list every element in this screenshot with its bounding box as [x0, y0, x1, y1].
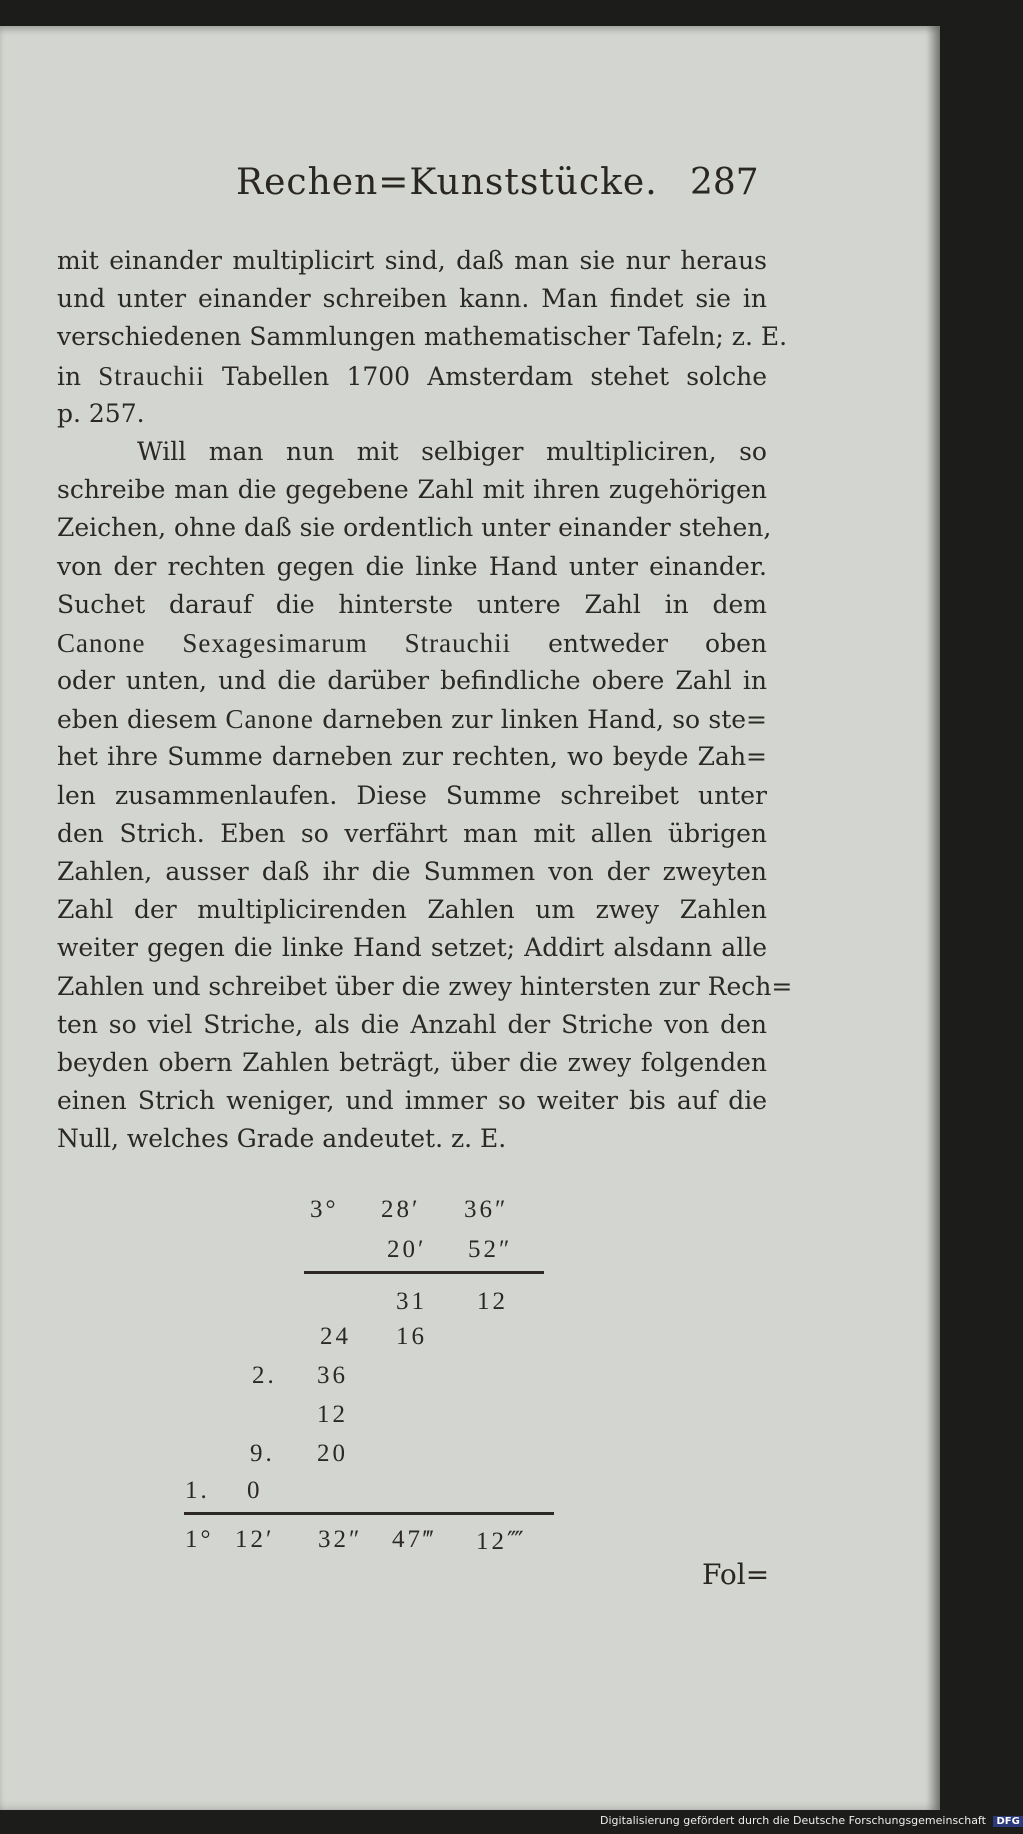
- multiplier-seconds: 52″: [468, 1236, 513, 1263]
- text-line: [57, 700, 767, 738]
- text-line: [57, 1082, 767, 1120]
- partial-row-5-a: 9.: [250, 1440, 275, 1467]
- text-line: [57, 471, 767, 509]
- text-line: [57, 968, 793, 1006]
- line-text: Tabellen 1700 Amsterdam stehet solche: [204, 361, 767, 391]
- result-seconds: 32″: [318, 1526, 363, 1553]
- multiplicand-degrees: 3°: [310, 1196, 339, 1223]
- multiplicand-minutes: 28′: [381, 1196, 421, 1223]
- digitization-credit: [600, 1814, 1023, 1832]
- text-line: [57, 433, 767, 471]
- text-line: [57, 318, 788, 356]
- text-line: [57, 1006, 767, 1044]
- result-degrees: 1°: [185, 1526, 214, 1553]
- partial-row-6-b: 0: [247, 1477, 263, 1504]
- text-line: [57, 777, 767, 815]
- text-line: [57, 891, 767, 929]
- text-line: [57, 586, 767, 624]
- partial-row-1-b: 12: [477, 1288, 508, 1315]
- credit-text: Digitalisierung gefördert durch die Deutsche Forschungsgemeinschaft: [600, 1814, 986, 1827]
- page-number: 287: [690, 162, 759, 203]
- line-text: verschiedenen Sammlungen mathematischer Tafeln; z. E.: [57, 322, 788, 352]
- sum-rule: [184, 1512, 554, 1515]
- text-line: [57, 280, 767, 318]
- body-text: [57, 242, 793, 1159]
- partial-row-3-b: 36: [317, 1362, 348, 1389]
- partial-row-3-a: 2.: [252, 1362, 277, 1389]
- dfg-logo: DFG: [993, 1816, 1022, 1827]
- multiplier-minutes: 20′: [387, 1236, 427, 1263]
- partial-row-2-b: 16: [396, 1323, 427, 1350]
- line-text: von der rechten gegen die linke Hand unter einander.: [57, 551, 767, 581]
- partial-row-4-b: 12: [317, 1401, 348, 1428]
- line-text: oder unten, und die darüber befindliche obere Zahl in: [57, 666, 767, 696]
- line-text: einen Strich weniger, und immer so weiter bis auf die: [57, 1086, 767, 1116]
- result-minutes: 12′: [235, 1526, 275, 1553]
- line-text: p. 257.: [57, 398, 145, 428]
- latin-phrase: Strauchii: [98, 360, 205, 391]
- text-line: [57, 624, 767, 662]
- text-line: [57, 1044, 767, 1082]
- line-text: weiter gegen die linke Hand setzet; Addirt alsdann alle: [57, 933, 767, 963]
- multiplicand-seconds: 36″: [464, 1196, 509, 1223]
- line-text: Zahlen, ausser daß ihr die Summen von der zweyten: [57, 857, 767, 886]
- text-line: [57, 929, 767, 967]
- latin-phrase: Canone Sexagesimarum Strauchii: [57, 627, 512, 658]
- text-line: [57, 395, 767, 433]
- partial-row-6-a: 1.: [185, 1477, 210, 1504]
- partial-row-2-a: 24: [320, 1323, 351, 1350]
- line-text: darneben zur linken Hand, so ste=: [313, 705, 768, 735]
- line-text: schreibe man die gegebene Zahl mit ihren zugehörigen: [57, 475, 767, 505]
- text-line: [57, 242, 767, 280]
- catchword: Fol=: [702, 1558, 770, 1591]
- line-text: Zahl der multiplicirenden Zahlen um zwey Zahlen: [57, 895, 767, 925]
- line-text: ten so viel Striche, als die Anzahl der Striche von den: [57, 1009, 767, 1039]
- text-line: [57, 662, 767, 700]
- result-thirds: 47‴: [392, 1526, 437, 1553]
- book-page: [0, 26, 940, 1810]
- text-line: [57, 548, 767, 586]
- line-text: Will man nun mit selbiger multipliciren, so: [137, 436, 767, 466]
- text-line: [57, 853, 767, 891]
- line-text: Zahlen und schreibet über die zwey hintersten zur Rech=: [57, 971, 793, 1001]
- line-text: in: [57, 361, 99, 391]
- line-text: len zusammenlaufen. Diese Summe schreibet unter: [57, 780, 767, 810]
- text-line: [57, 815, 767, 853]
- text-line: [57, 357, 767, 395]
- line-text: het ihre Summe darneben zur rechten, wo beyde Zah=: [57, 742, 767, 772]
- line-text: und unter einander schreiben kann. Man findet sie in: [57, 284, 767, 314]
- line-text: entweder oben: [511, 628, 767, 658]
- line-text: Suchet darauf die hinterste untere Zahl in dem: [57, 589, 767, 619]
- line-text: eben diesem: [57, 705, 226, 735]
- line-text: Zeichen, ohne daß sie ordentlich unter einander stehen,: [57, 513, 772, 543]
- line-text: beyden obern Zahlen beträgt, über die zwey folgenden: [57, 1047, 767, 1077]
- latin-phrase: Canone: [225, 704, 314, 735]
- text-line: [57, 738, 767, 776]
- text-line: [57, 509, 772, 547]
- partial-row-5-b: 20: [317, 1440, 348, 1467]
- result-fourths: 12⁗: [476, 1528, 527, 1555]
- line-text: Null, welches Grade andeutet. z. E.: [57, 1124, 507, 1154]
- running-title: Rechen=Kunststücke.: [236, 162, 658, 203]
- line-text: mit einander multiplicirt sind, daß man sie nur heraus: [57, 246, 767, 275]
- text-line: [57, 1120, 767, 1158]
- multiplication-rule: [304, 1271, 544, 1274]
- partial-row-1-a: 31: [396, 1288, 427, 1315]
- line-text: den Strich. Eben so verfährt man mit allen übrigen: [57, 818, 767, 848]
- page-header: [0, 156, 940, 216]
